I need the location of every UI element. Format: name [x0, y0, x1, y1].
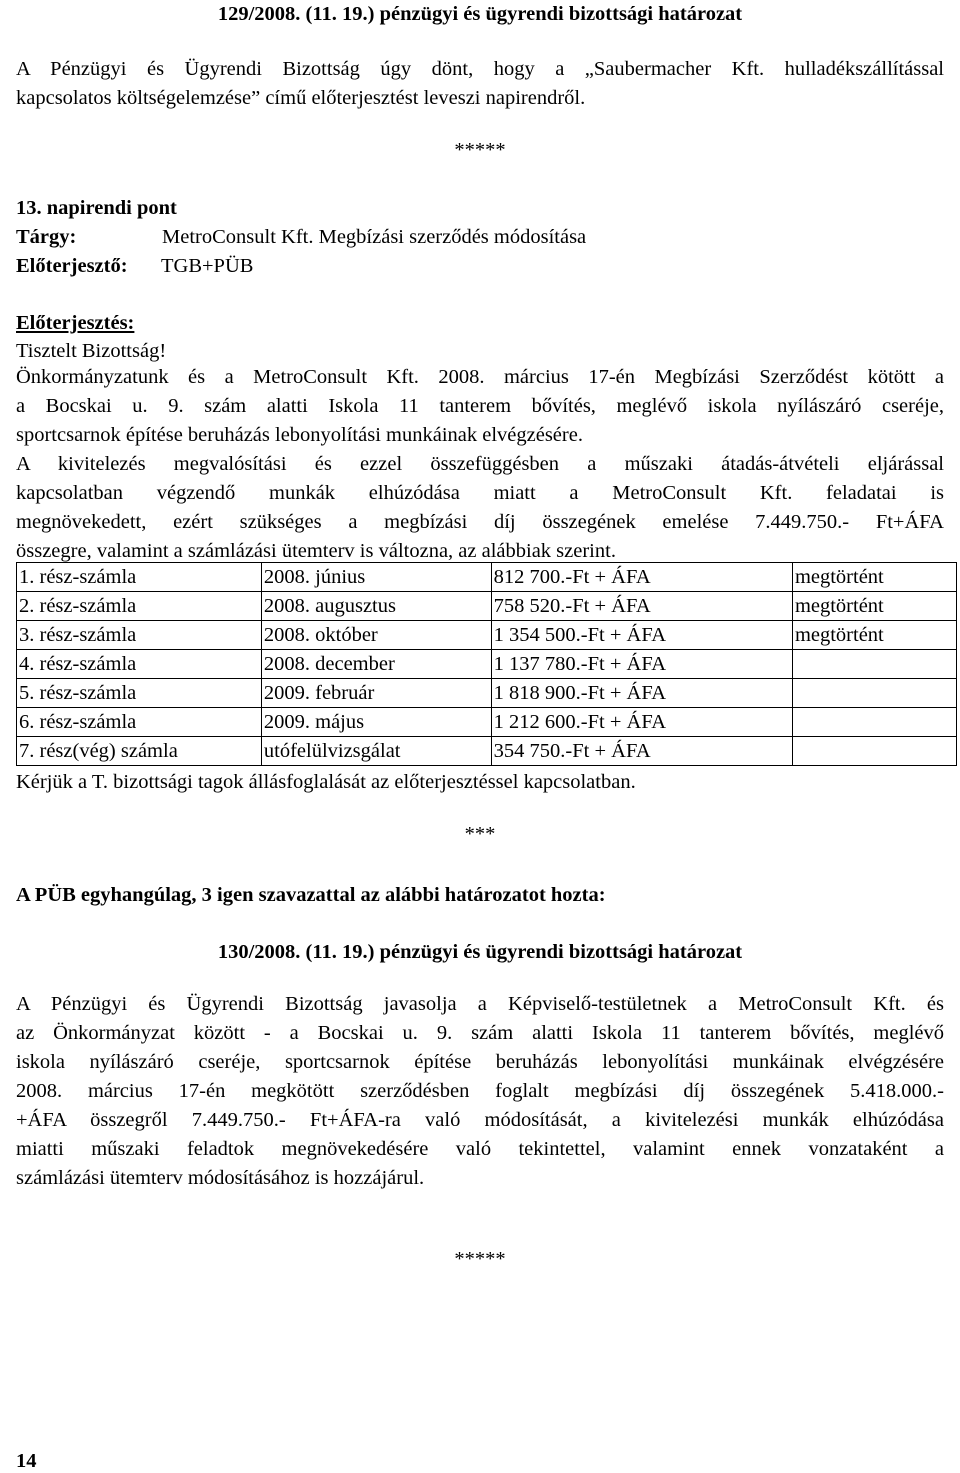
invoice-name: 4. rész-számla: [17, 650, 262, 679]
paragraph-line: 2008. március 17-én megkötött szerződésben foglalt megbízási díj összegének 5.418.000.-: [16, 1080, 944, 1102]
paragraph-line: összegre, valamint a számlázási ütemterv is változna, az alábbiak szerint.: [16, 540, 616, 562]
paragraph-contract: [16, 363, 944, 566]
paragraph-line: miatti műszaki feladtok megnövekedésére való tekintettel, valamint ennek vonzataként a: [16, 1138, 944, 1160]
resolution-heading-129: 129/2008. (11. 19.) pénzügyi és ügyrendi bizottsági határozat: [217, 3, 743, 25]
invoice-status: megtörtént: [792, 592, 956, 621]
table-row: [17, 679, 957, 708]
invoice-name: 1. rész-számla: [17, 563, 262, 592]
invoice-name: 7. rész(vég) számla: [17, 737, 262, 766]
paragraph-line: A kivitelezés megvalósítási és ezzel összefüggésben a műszaki átadás-átvételi eljárással: [16, 453, 944, 475]
paragraph-line: iskola nyílászáró cseréje, sportcsarnok építése beruházás lebonyolítási munkáinak elvégzésére: [16, 1051, 944, 1073]
invoice-status: [792, 650, 956, 679]
request-text: Kérjük a T. bizottsági tagok állásfoglalását az előterjesztéssel kapcsolatban.: [16, 771, 636, 793]
invoice-period: 2008. augusztus: [261, 592, 491, 621]
table-row: [17, 592, 957, 621]
separator-stars: *****: [454, 139, 506, 161]
paragraph-line: számlázási ütemterv módosításához is hozzájárul.: [16, 1167, 425, 1189]
table-row: [17, 737, 957, 766]
paragraph-resolution: [16, 990, 944, 1193]
invoice-status: [792, 708, 956, 737]
page-number: 14: [16, 1450, 37, 1472]
paragraph-line: megnövekedett, ezért szükséges a megbízási díj összegének emelése 7.449.750.- Ft+ÁFA: [16, 511, 944, 533]
presenter-label: Előterjesztő:: [16, 255, 128, 277]
paragraph-line: az Önkormányzat között - a Bocskai u. 9. szám alatti Iskola 11 tanterem bővítés, meglévő: [16, 1022, 944, 1044]
paragraph-line: kapcsolatban végzendő munkák elhúzódása miatt a MetroConsult Kft. feladatai is: [16, 482, 944, 504]
invoice-schedule-table: [16, 562, 957, 766]
vote-statement: A PÜB egyhangúlag, 3 igen szavazattal az alábbi határozatot hozta:: [16, 884, 606, 906]
invoice-period: 2009. február: [261, 679, 491, 708]
paragraph-line: a Bocskai u. 9. szám alatti Iskola 11 tanterem bővítés, meglévő iskola nyílászáró cseréje,: [16, 395, 944, 417]
invoice-period: 2008. október: [261, 621, 491, 650]
invoice-status: megtörtént: [792, 563, 956, 592]
paragraph-line: Önkormányzatunk és a MetroConsult Kft. 2008. március 17-én Megbízási Szerződést kötött a: [16, 366, 944, 388]
invoice-status: [792, 737, 956, 766]
invoice-period: 2009. május: [261, 708, 491, 737]
invoice-amount: 1 818 900.-Ft + ÁFA: [491, 679, 792, 708]
presenter-row: [16, 254, 253, 278]
invoice-name: 6. rész-számla: [17, 708, 262, 737]
separator-stars: ***: [464, 823, 496, 845]
invoice-amount: 758 520.-Ft + ÁFA: [491, 592, 792, 621]
paragraph-line: +ÁFA összegről 7.449.750.- Ft+ÁFA-ra való módosítását, a kivitelezési munkák elhúzódása: [16, 1109, 944, 1131]
proposal-label: Előterjesztés:: [16, 312, 135, 334]
subject-label: Tárgy:: [16, 226, 77, 248]
table-row: [17, 650, 957, 679]
invoice-amount: 1 354 500.-Ft + ÁFA: [491, 621, 792, 650]
invoice-name: 5. rész-számla: [17, 679, 262, 708]
table-row: [17, 708, 957, 737]
invoice-status: [792, 679, 956, 708]
presenter-value: TGB+PÜB: [161, 255, 254, 277]
paragraph-line: sportcsarnok építése beruházás lebonyolítási munkáinak elvégzésére.: [16, 424, 583, 446]
paragraph-line: kapcsolatos költségelemzése” című előterjesztést leveszi napirendről.: [16, 87, 586, 109]
invoice-period: 2008. december: [261, 650, 491, 679]
resolution-heading-130: 130/2008. (11. 19.) pénzügyi és ügyrendi bizottsági határozat: [217, 941, 743, 963]
invoice-amount: 812 700.-Ft + ÁFA: [491, 563, 792, 592]
table-row: [17, 563, 957, 592]
paragraph-line: A Pénzügyi és Ügyrendi Bizottság javasolja a Képviselő-testületnek a MetroConsult Kft. és: [16, 993, 944, 1015]
table-row: [17, 621, 957, 650]
paragraph-line: A Pénzügyi és Ügyrendi Bizottság úgy dönt, hogy a „Saubermacher Kft. hulladékszállítással: [16, 58, 944, 80]
invoice-amount: 354 750.-Ft + ÁFA: [491, 737, 792, 766]
subject-row: [16, 225, 586, 249]
invoice-period: 2008. június: [261, 563, 491, 592]
separator-stars: *****: [454, 1248, 506, 1270]
subject-value: MetroConsult Kft. Megbízási szerződés módosítása: [162, 226, 587, 248]
salutation: Tisztelt Bizottság!: [16, 340, 167, 362]
invoice-period: utófelülvizsgálat: [261, 737, 491, 766]
invoice-name: 3. rész-számla: [17, 621, 262, 650]
invoice-amount: 1 212 600.-Ft + ÁFA: [491, 708, 792, 737]
invoice-name: 2. rész-számla: [17, 592, 262, 621]
agenda-point: 13. napirendi pont: [16, 197, 177, 219]
invoice-status: megtörtént: [792, 621, 956, 650]
invoice-amount: 1 137 780.-Ft + ÁFA: [491, 650, 792, 679]
